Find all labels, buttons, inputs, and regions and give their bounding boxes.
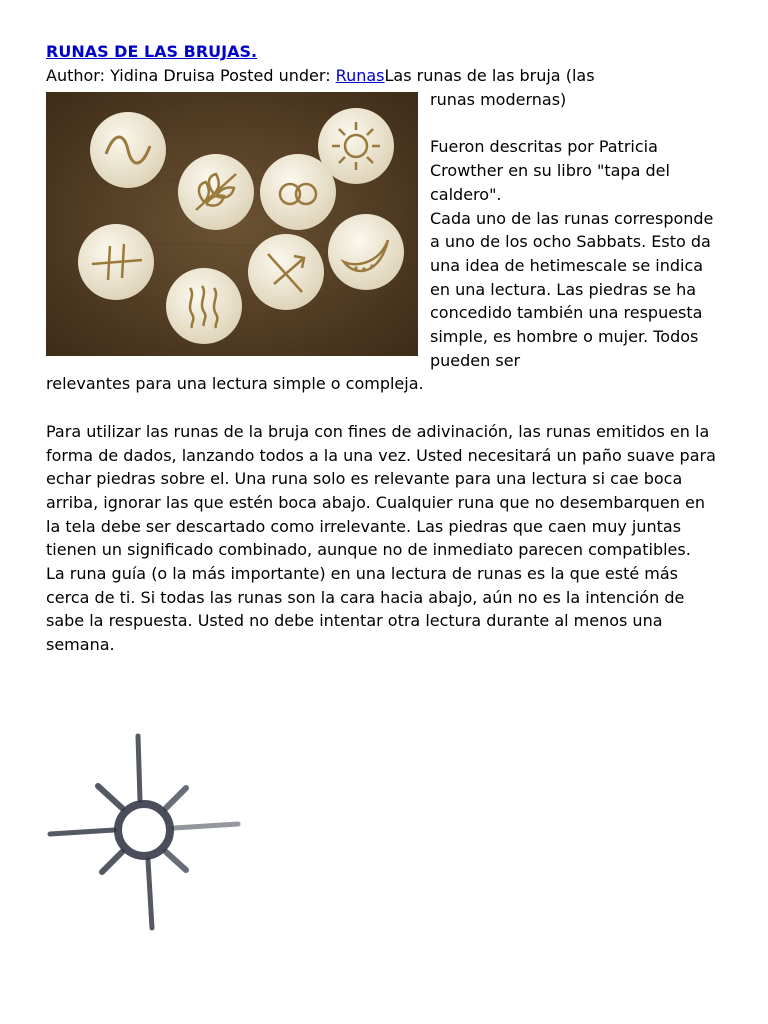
body-text	[46, 372, 722, 656]
intro-first-line: Las runas de las bruja (las	[384, 66, 595, 85]
paragraph-3: Para utilizar las runas de la bruja con fines de adivinación, las runas emitidos en la forma de dados, lanzando todos a la una vez. Usted necesitará un paño suave para echar piedras sobre el. Una runa solo es relevante para una lectura si cae boca arriba, ignorar las que estén boca abajo. Cualquier runa que no desembarquen en la tela debe ser descartado como irrelevante. Las piedras que caen muy juntas tienen un significado combinado, aunque no de inmediato parecen compatibles.	[46, 421, 716, 560]
intro-second-line: runas modernas)	[430, 90, 567, 109]
rune-stone-arrow	[248, 234, 324, 310]
category-link[interactable]: Runas	[335, 66, 385, 85]
article	[46, 40, 722, 657]
byline-prefix: Author: Yidina Druisa Posted under:	[46, 66, 336, 85]
paragraph-2-tail: relevantes para una lectura simple o compleja.	[46, 374, 424, 394]
rune-stone-cross	[78, 224, 154, 300]
rune-stones-photo	[46, 92, 418, 356]
article-title[interactable]: RUNAS DE LAS BRUJAS.	[46, 42, 258, 61]
sun-rune-symbol-icon	[44, 730, 244, 940]
rune-stone-leaves	[178, 154, 254, 230]
paragraph-4: La runa guía (o la más importante) en una lectura de runas es la que esté más cerca de ti. Si todas las runas son la cara hacia abajo, aún no es la intención de sabe la respuesta. Usted no debe intentar otra lectura durante al menos una semana.	[46, 564, 685, 655]
paragraph-2: Cada uno de las runas corresponde a uno de los ocho Sabbats. Esto da una idea de hetimescale se indica en una lectura. Las piedras se ha concedido también una respuesta simple, es hombre o mujer. Todos pueden ser	[430, 208, 714, 370]
rune-stone-rings	[260, 154, 336, 230]
paragraph-1: Fueron descritas por Patricia Crowther en su libro "tapa del caldero".	[430, 137, 670, 204]
rune-stone-moon	[328, 214, 404, 290]
byline	[46, 64, 722, 88]
rune-stone-wave	[90, 112, 166, 188]
rune-stone-water	[166, 268, 242, 344]
